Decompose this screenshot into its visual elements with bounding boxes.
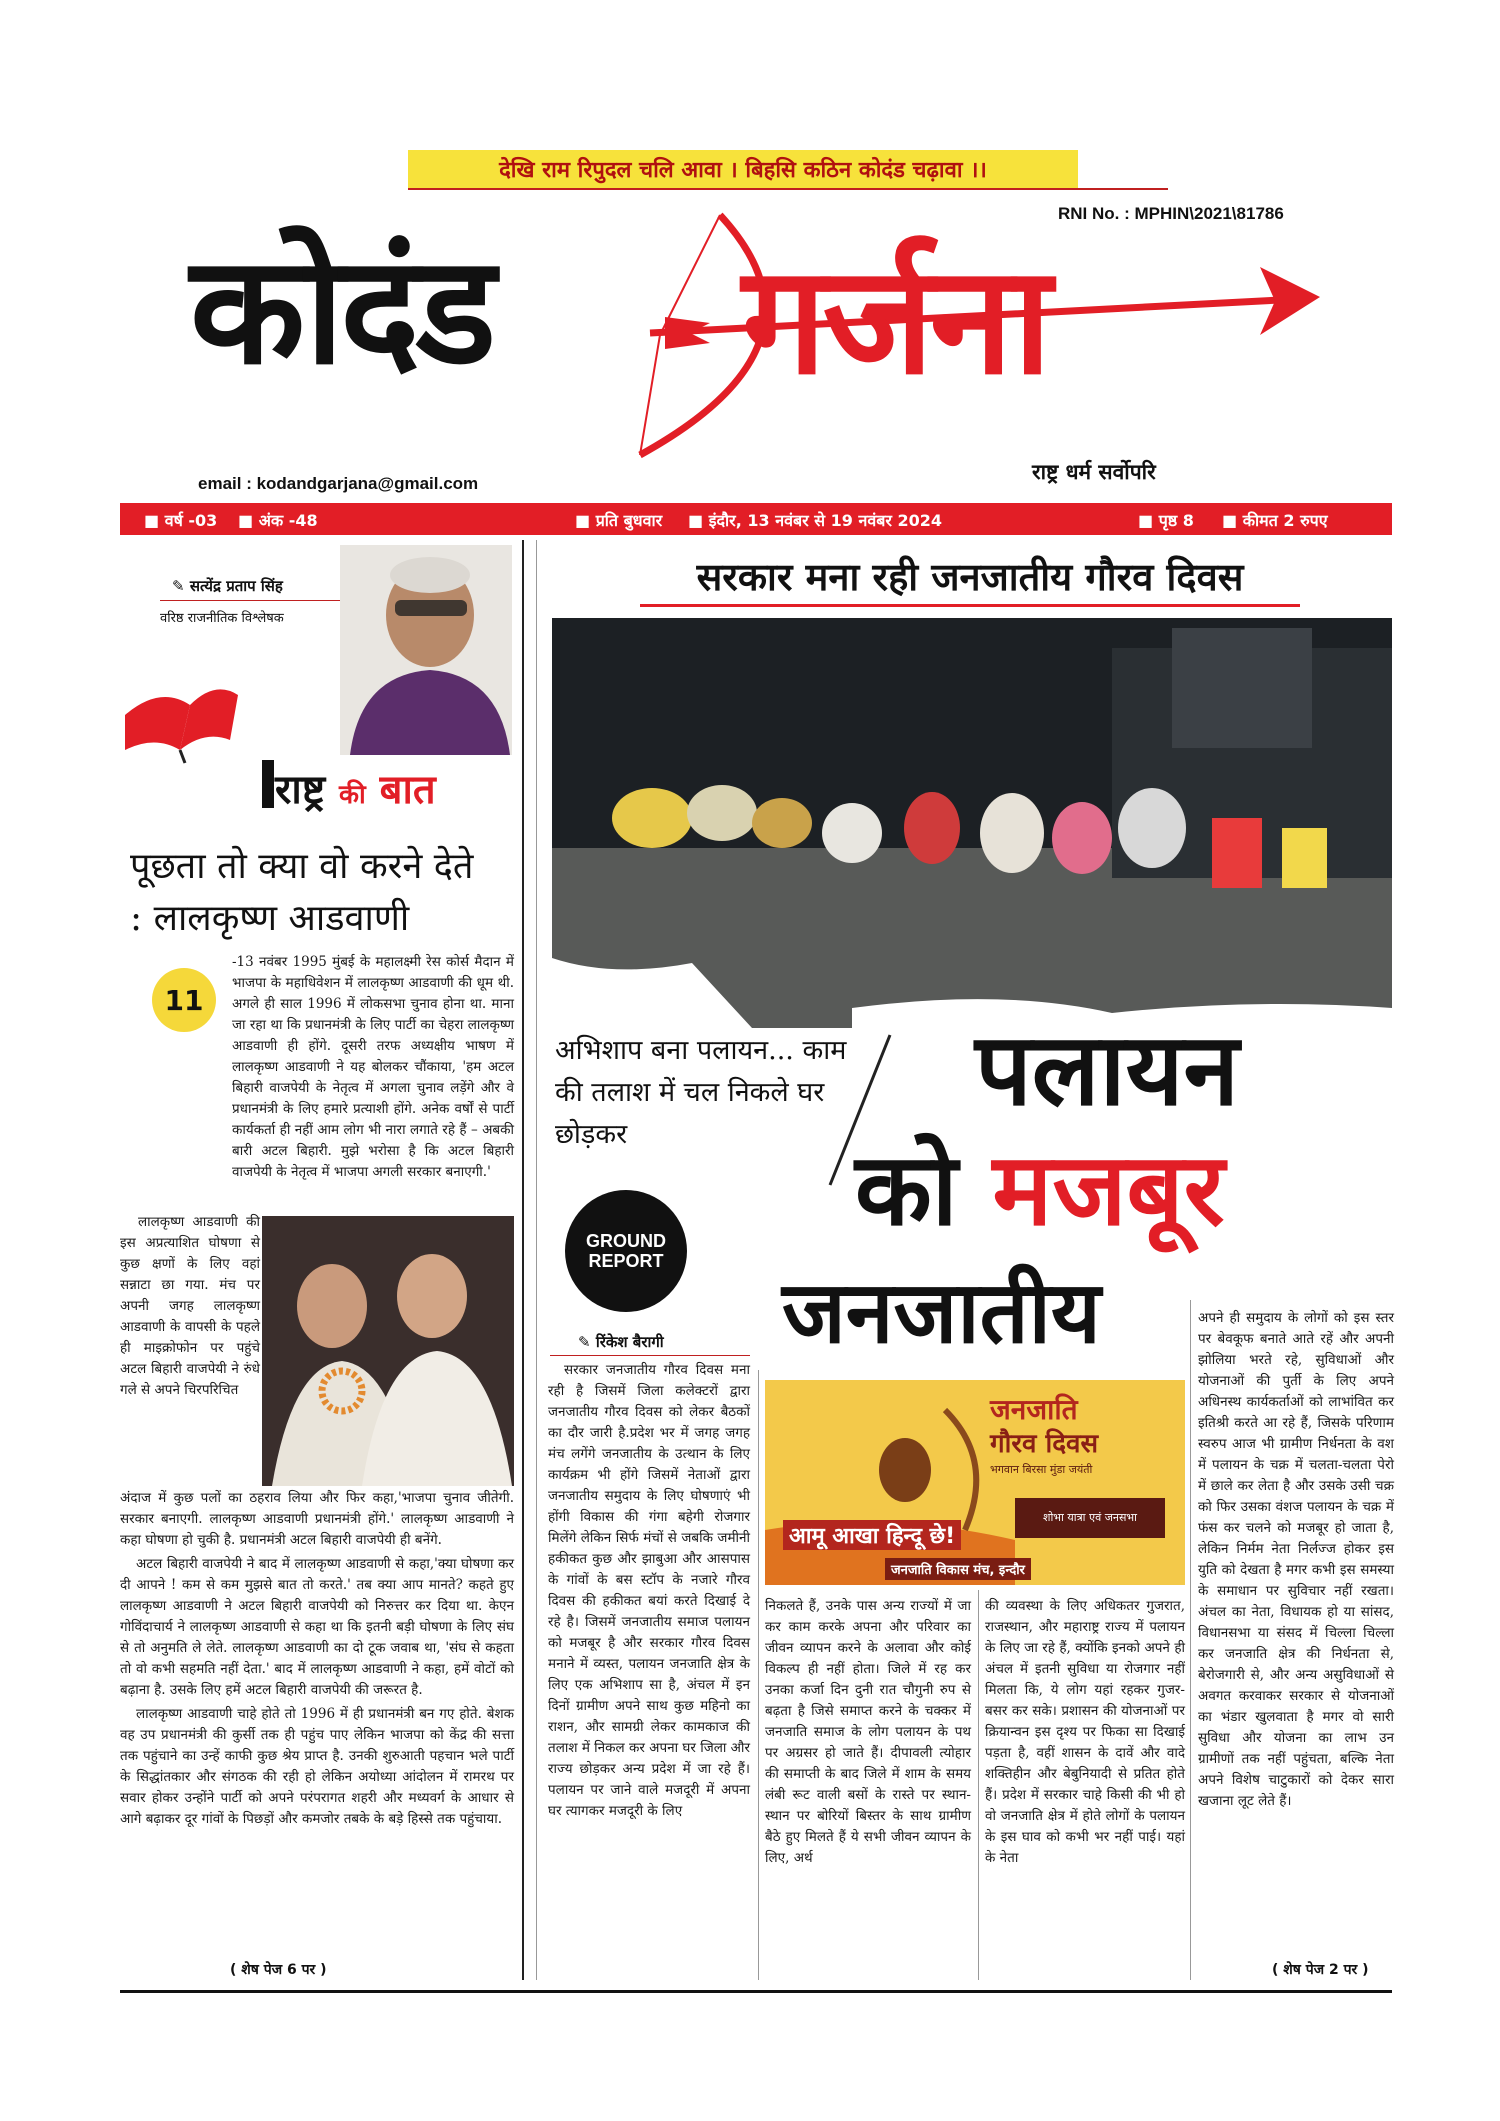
column-divider-main-thin [536,540,537,1980]
contact-email[interactable]: email : kodandgarjana@gmail.com [198,474,479,493]
ground-report-badge: GROUND REPORT [565,1190,687,1312]
page-count: ■ पृष्ठ 8 [1138,511,1194,530]
banner-org: जनजाति विकास मंच, इन्दौर [885,1558,1031,1580]
main-headline-1: पलायन [975,1011,1239,1128]
left-headline: पूछता तो क्या वो करने देते [130,846,474,887]
banner-title-2: गौरव दिवस [990,1429,1099,1459]
banner-event: शोभा यात्रा एवं जनसभा [1015,1498,1165,1538]
column-divider-a [758,1370,759,1980]
event-banner-photo [765,1380,1185,1585]
subhead: अभिशाप बना पलायन... काम की तलाश में चल निकले घर छोड़कर [555,1035,847,1150]
banner-slogan: आमू आखा हिन्दू छे! [783,1520,961,1550]
banner-subtitle: भगवान बिरसा मुंडा जयंती [990,1463,1093,1476]
issue-number: ■ अंक -48 [238,511,318,530]
article-body: अंदाज में कुछ पलों का ठहराव लिया और फिर कहा,'भाजपा चुनाव जीतेगी. सरकार बनाएगी. लालकृष्ण आडवाणी प्रधानमंत्री होंगे.' लालकृष्ण आडवाणी ने कहा घोषणा हो चुकी है. प्रधानमंत्री अटल बिहारी वाजपेयी ही बनेंगे. अटल बिहारी वाजपेयी ने बाद में लालकृष्ण आडवाणी से कहा,'क्या घोषणा कर दी आपने ! कम से कम मुझसे बात तो करते.' तब क्या आप मानते? कहते हुए लालकृष्ण आडवाणी ने अटल बिहारी वाजपेयी को निरुत्तर कर दिया था. केएन गोविंदाचार्य ने लालकृष्ण आडवाणी से कहा था कि इतनी बड़ी घोषणा के लिए संघ से तो अनुमति ले लेते. लालकृष्ण आडवाणी का दो टूक जवाब था, 'संघ से कहता तो वो कभी सहमति नहीं देता.' बाद में लालकृष्ण आडवाणी ने कहा, हमें वोटों को बढ़ाना है. उसके लिए हमें अटल बिहारी वाजपेयी की जरूरत है. लालकृष्ण आडवाणी चाहे होते तो 1996 में ही प्रधानमंत्री बन गए होते. बेशक वह उप प्रधानमंत्री की कुर्सी तक ही पहुंच पाए लेकिन भाजपा को केंद्र की सत्ता तक पहुंचाने का उन्हें काफी कुछ श्रेय प्राप्त है. उनकी शुरुआती पहचान भले पार्टी के सिद्धांतकार और संगठक की रही हो लेकिन अयोध्या आंदोलन में रामरथ पर सवार होकर उन्होंने पार्टी को अपने परंपरागत शहरी और मध्यवर्ग के आधार से आगे बढ़ाकर दूर गांवों के पिछड़ों और कमजोर तबके के बड़े हिस्से तक पहुंचाया. [120,1490,514,1827]
left-headline-2: : लालकृष्ण आडवाणी [130,898,410,939]
price: ■ कीमत 2 रुपए [1222,511,1328,530]
masthead-motto: राष्ट्र धर्म सर्वोपरि [1032,460,1156,484]
bottom-rule [120,1990,1392,1993]
column-divider-c [1190,1300,1191,1980]
section-logo-text: राष्ट्र की बात [275,767,436,813]
masthead-tagline [408,150,1078,188]
section-logo-bar [262,760,274,808]
publish-frequency: ■ प्रति बुधवार [575,511,663,530]
article-side-text: लालकृष्ण आडवाणी की इस अप्रत्याशित घोषणा से कुछ क्षणों के लिए वहां सन्नाटा छा गया. मंच पर अपनी जगह लालकृष्ण आडवाणी के वापसी के पहले ही माइक्रोफोन पर पहुंचे अटल बिहारी वाजपेयी ने रुंधे गले से अपने चिरपरिचित [120,1214,260,1398]
number-badge: 11 [152,968,216,1032]
banner-title: जनजाति [990,1393,1078,1426]
main-headline-3: जनजातीय [782,1263,1101,1363]
reporter-byline: ✎ रिंकेश बैरागी [578,1333,664,1351]
report-column-4: अपने ही समुदाय के लोगों को इस स्तर पर बेवकूफ बनाते आते रहें और अपनी झोलिया भरते रहे, सुविधाओं और योजनाओं की पुर्ती के लिए अपने अधिनस्थ कार्यकर्ताओं को लाभांवित कर इतिश्री करते आ रहे हैं, जिसके परिणाम स्वरुप आज भी ग्रामीण निर्धनता के वश में पलायन के चक्र में चलता-चलता पेरो में छाले कर लेता है और उसके उसी चक्र को फिर उसका वंशज पलायन के चक्र में फंस कर चलने को मजबूर हो जाता है, लेकिन निर्मम नेता निर्लज्ज होकर इस युति को देखता है मगर कभी इस समस्या के समाधान पर सुविचार नहीं रखता। अंचल का नेता, विधायक हो या सांसद, विधानसभा या संसद में चिल्ला चिल्ला कर जनजाति क्षेत्र की निर्धनता से, बेरोजगारी से, और अन्य असुविधाओं से अवगत करवाकर सरकार से योजनाओं का भंडार खुलवाता है मगर वो सारी सुविधा और योजना का लाभ उन ग्रामीणों तक नहीं पहुंचता, बल्कि नेता अपने विशेष चाटुकारों को देकर सारा खजाना लूट लेते हैं। [1198,1310,1394,1809]
top-headline: सरकार मना रही जनजातीय गौरव दिवस [640,550,1300,607]
tagline-rule [408,188,1168,190]
dateline: ■ इंदौर, 13 नवंबर से 19 नवंबर 2024 [688,511,943,530]
article-intro-part: -13 नवंबर 1995 मुंबई के महालक्ष्मी रेस कोर्स मैदान में भाजपा के महाधिवेशन में लालकृष्ण आडवाणी की धूम थी. अगले ही साल 1996 में लोकसभा चुनाव होना था. माना जा रहा था कि प्रधानमंत्री के लिए पार्टी का चेहरा लालकृष्ण आडवाणी ही होंगे. दूसरी तरफ अध्यक्षीय भाषण में लालकृष्ण आडवाणी ने यह बोलकर चौंकाया, 'हम अटल बिहारी वाजपेयी के नेतृत्व में अगला चुनाव लड़ेंगे और वे प्रधानमंत्री के लिए हमारे प्रत्याशी होंगे. अनेक वर्षों से पार्टी कार्यकर्ता ही नहीं आम लोग भी नारा लगाते रहे हैं – अबकी बारी अटल बिहारी. मुझे भरोसा है कि अटल बिहारी वाजपेयी के नेतृत्व में भाजपा अगली सरकार बनाएगी.' [232,954,514,1180]
book-logo-icon [120,675,240,765]
masthead-name-red: गर्जना [742,234,1048,408]
column-divider-b [978,1590,979,1980]
reporter-rule [550,1355,750,1356]
main-headline-2: को मजबूर [855,1131,1225,1248]
rni-number: RNI No. : MPHIN\2021\81786 [1058,204,1284,223]
report-column-1: सरकार जनजातीय गौरव दिवस मना रही है जिसमें जिला कलेक्टरों द्वारा जनजातीय गौरव दिवस को लेकर बैठकों का दौर जारी है.प्रदेश भर में जगह जगह मंच लगेंगे जनजातीय के उत्थान के लिए कार्यक्रम भी होंगे जिसमें नेताओं द्वारा जनजातीय समुदाय के लिए घोषणाएं भी होंगी विकास की गंगा बहेगी रोजगार मिलेंगे लेकिन सिर्फ मंचों से जबकि जमीनी हकीकत कुछ और झाबुआ और आसपास के गांवों के बस स्टॉप के नजारे गौरव दिवस की हकीकत बयां करते दिखाई दे रहे है। जिसमें जनजातीय समाज पलायन को मजबूर है और सरकार गौरव दिवस मनाने में व्यस्त, पलायन जनजाति क्षेत्र के लिए एक अभिशाप सा है, अंचल में इन दिनों ग्रामीण अपने साथ कुछ महिनो का राशन, और सामग्री लेकर कामकाज की तलाश में निकल कर अपना घर जिला और राज्य छोड़कर अन्य प्रदेश में जा रहे हैं। पलायन पर जाने वाले मजदूरी में अपना घर त्यागकर मजदूरी के लिए [548,1362,751,1819]
issue-info-bar [120,503,1392,535]
tagline-text: देखि राम रिपुदल चलि आवा । बिहसि कठिन कोदंड चढ़ावा ।। [499,158,987,183]
report-column-2: निकलते हैं, उनके पास अन्य राज्यों में जा कर काम करके अपना और परिवार का जीवन व्यापन करने के अलावा और कोई विकल्प ही नहीं होता। जिले में रह कर उनका कर्जा दिन दुनी रात चौगुनी रुप से बढ़ता है जिसे समाप्त करने के चक्कर में जनजाति समाज के लोग पलायन के पथ पर अग्रसर हो जाते हैं। दीपावली त्योहार की समाप्ती के बाद जिले में शाम के समय लंबी रूट वाली बसों के रास्ते पर स्थान-स्थान पर बोरियों बिस्तर के साथ ग्रामीण बैठे हुए मिलते हैं ये सभी जीवन व्यापन के लिए, अर्थ [765,1598,971,1866]
report-column-3: की व्यवस्था के लिए अधिकतर गुजरात, राजस्थान, और महाराष्ट्र राज्य में पलायन के लिए जा रहे हैं, क्योंकि इनको अपने ही अंचल में इतनी सुविधा या रोजगार नहीं मिलता कि, ये लोग यहां रहकर गुजर-बसर कर सके। प्रशासन की योजनाओं पर क्रियान्वन इस दृश्य पर फिका सा दिखाई पड़ता है, वहीं शासन के दावें और वादे शक्तिहीन और बेबुनियादी से प्रतित होते हैं। प्रदेश में सरकार चाहे किसी की भी हो वो जनजाति क्षेत्र में होते लोगों के पलायन के इस घाव को कभी भर नहीं पाई। यहां के नेता [985,1598,1185,1866]
pen-icon: ✎ [172,577,185,595]
masthead-name-black: कोदंड [190,224,492,398]
byline-rule [160,600,340,601]
leaders-photo [262,1216,514,1486]
column-divider-main [522,540,524,1980]
continued-note-left: ( शेष पेज 6 पर ) [230,1962,327,1978]
migration-photo [552,618,1392,1028]
volume-year: ■ वर्ष -03 [144,511,218,530]
continued-note-right: ( शेष पेज 2 पर ) [1272,1962,1369,1978]
pen-icon: ✎ [578,1333,591,1351]
author-title: वरिष्ठ राजनीतिक विश्लेषक [160,611,284,626]
author-photo [340,545,512,755]
author-byline: ✎ सत्येंद्र प्रताप सिंह [172,577,283,595]
